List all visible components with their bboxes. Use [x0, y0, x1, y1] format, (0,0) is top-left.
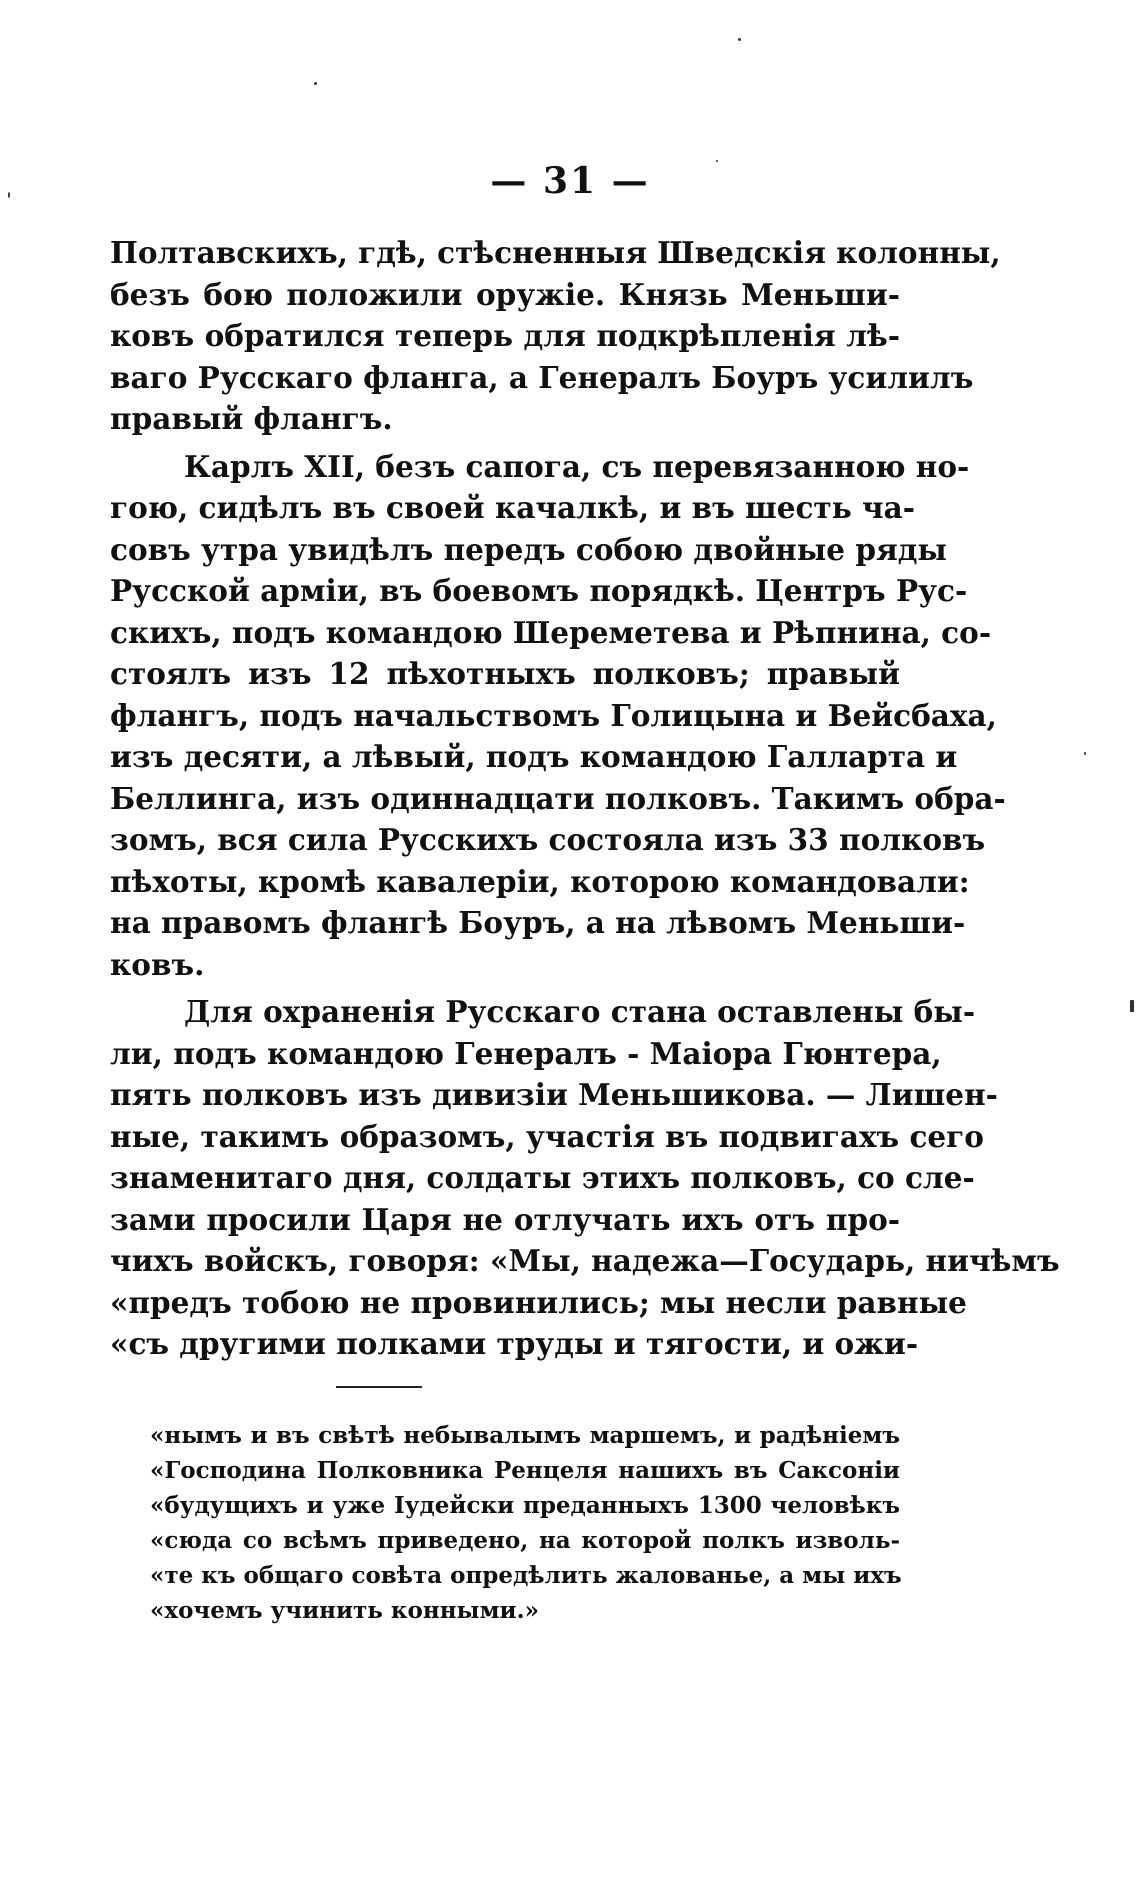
text-line: изъ десяти, а лѣвый, подъ командою Галларта и — [110, 739, 958, 774]
text-line: стоялъ изъ 12 пѣхотныхъ полковъ; правый — [110, 656, 900, 691]
footnote-line: «будущихъ и уже Іудейски преданныхъ 1300 человѣкъ — [150, 1492, 900, 1519]
scan-speck — [738, 38, 741, 41]
footnote-separator — [336, 1386, 422, 1388]
text-line: совъ утра увидѣлъ передъ собою двойные ряды — [110, 531, 947, 567]
scan-speck — [314, 82, 317, 85]
text-line: ные, такимъ образомъ, участія въ подвигахъ сего — [110, 1118, 984, 1154]
text-line: пять полковъ изъ дивизіи Меньшикова. — Лишен- — [110, 1077, 998, 1112]
footnote-line: «Господина Полковника Ренцеля нашихъ въ Саксоніи — [150, 1457, 900, 1484]
text-line: ли, подъ командою Генералъ - Маіора Гюнтера, — [110, 1035, 942, 1071]
scan-speck — [1130, 1000, 1134, 1012]
text-line: зами просили Царя не отлучать ихъ отъ про- — [110, 1201, 900, 1237]
text-line: ковъ обратился теперь для подкрѣпленія лѣ- — [110, 318, 900, 353]
text-line: флангъ, подъ начальствомъ Голицына и Вейсбаха, — [110, 697, 997, 733]
text-line: ваго Русскаго фланга, а Генералъ Боуръ усилилъ — [110, 359, 974, 395]
text-line: гою, сидѣлъ въ своей качалкѣ, и въ шесть ча- — [110, 490, 915, 525]
text-line: Для охраненія Русскаго стана оставлены бы- — [184, 994, 976, 1029]
scan-speck — [716, 160, 718, 162]
footnote-text — [150, 1418, 900, 1628]
text-line: Русской арміи, въ боевомъ порядкѣ. Центръ Рус- — [110, 573, 968, 608]
text-line: чихъ войскъ, говоря: «Мы, надежа—Государь, ничѣмъ — [110, 1243, 1060, 1278]
text-line: «предъ тобою не провинились; мы несли равные — [110, 1284, 967, 1320]
text-line: правый флангъ. — [110, 401, 393, 436]
text-line: скихъ, подъ командою Шереметева и Рѣпнина, со- — [110, 614, 992, 650]
text-line: Полтавскихъ, гдѣ, стѣсненныя Шведскія колонны, — [110, 235, 1001, 270]
main-text — [110, 232, 1060, 1365]
text-line: зомъ, вся сила Русскихъ состояла изъ 33 полковъ — [110, 822, 986, 857]
footnote-line: «нымъ и въ свѣтѣ небывалымъ маршемъ, и радѣніемъ — [150, 1422, 900, 1449]
page-number: — 31 — — [490, 160, 650, 202]
text-line: ковъ. — [110, 946, 205, 982]
text-line: безъ бою положили оружіе. Князь Меньши- — [110, 276, 900, 312]
text-line: пѣхоты, кромѣ кавалеріи, которою командовали: — [110, 863, 970, 899]
scan-speck — [1084, 752, 1086, 755]
text-line: «съ другими полками труды и тягости, и ожи- — [110, 1326, 919, 1361]
text-line: Карлъ XII, безъ сапога, съ перевязанною но- — [184, 448, 970, 484]
text-line: на правомъ флангѣ Боуръ, а на лѣвомъ Меньши- — [110, 905, 966, 940]
text-line: знаменитаго дня, солдаты этихъ полковъ, со сле- — [110, 1160, 975, 1195]
footnote-line: «сюда со всѣмъ приведено, на которой полкъ изволь- — [150, 1527, 900, 1554]
scan-speck — [8, 192, 10, 198]
footnote-line: «хочемъ учинить конными.» — [150, 1597, 540, 1624]
footnote-line: «те къ общаго совѣта опредѣлить жалованье, а мы ихъ — [150, 1562, 902, 1589]
text-line: Беллинга, изъ одиннадцати полковъ. Такимъ обра- — [110, 780, 1006, 816]
